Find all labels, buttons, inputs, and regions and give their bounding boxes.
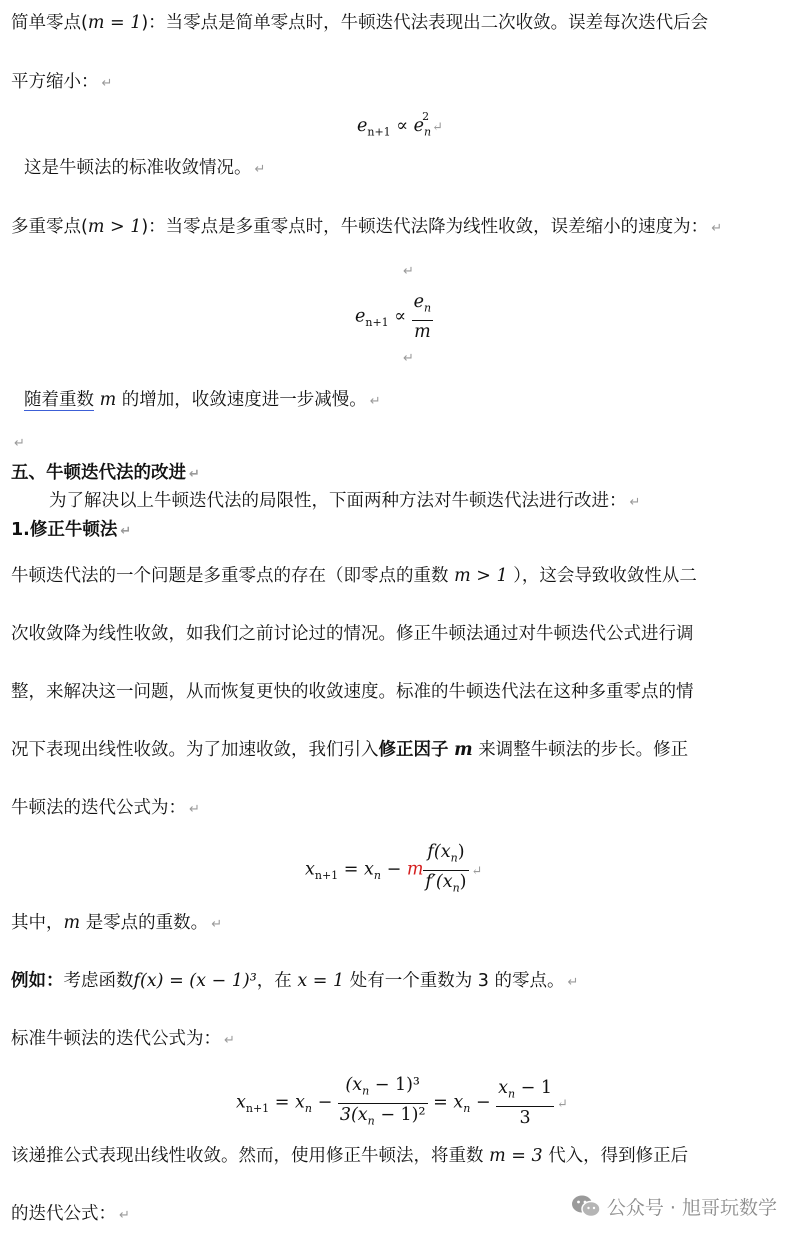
paragraph-modified-line1: 牛顿迭代法的一个问题是多重零点的存在（即零点的重数 m > 1 ），这会导致收敛性从二 [11, 566, 697, 586]
paragraph-modified-formula-intro: 的迭代公式： ↵ [11, 1204, 130, 1224]
paragraph-simple-zero-line2: 平方缩小： ↵ [11, 72, 113, 92]
paragraph-modified-line3: 整，来解决这一问题，从而恢复更快的收敛速度。标准的牛顿迭代法在这种多重零点的情 [11, 682, 694, 702]
equation-linear-convergence: $e_{n+1}$ ∝ $\frac{e_n}{m}$ [355, 292, 432, 342]
watermark-text: 公众号 · 旭哥玩数学 [606, 1197, 777, 1219]
paragraph-multiple-zero: 多重零点(m > 1)：当零点是多重零点时，牛顿迭代法降为线性收敛，误差缩小的速度为： ↵ [11, 217, 723, 237]
paragraph-multiplicity-increase: 随着重数 m 的增加，收敛速度进一步减慢。 ↵ [24, 390, 381, 410]
paragraph-modified-line4: 况下表现出线性收敛。为了加速收敛，我们引入修正因子 m 来调整牛顿法的步长。修正 [11, 740, 689, 760]
fraction: $\frac{f(x_n)}{f'(x_n)}$ [425, 842, 467, 894]
return-mark-icon: ↵ [101, 76, 113, 91]
empty-line: ↵ [403, 351, 414, 366]
correction-factor-m: m [406, 859, 424, 880]
wechat-icon [571, 1194, 601, 1223]
watermark [571, 1193, 777, 1223]
paragraph-where-m: 其中，m 是零点的重数。 ↵ [11, 913, 223, 933]
subsection-heading-modified-newton: 1.修正牛顿法 ↵ [11, 520, 132, 540]
paragraph-example: 例如：考虑函数f(x) = (x − 1)³，在 x = 1 处有一个重数为 3 的零点。 ↵ [11, 971, 579, 991]
paragraph-standard-formula: 标准牛顿法的迭代公式为： ↵ [11, 1029, 235, 1049]
equation-quadratic-convergence: $e_{n+1}$ ∝ $e_n^2↵$ [357, 110, 444, 139]
empty-line: ↵ [403, 264, 414, 279]
equation-modified-newton: $x_{n+1} = x_n - m$ $\frac{f(x_n)}{f'(x_n)}$ ↵ [305, 841, 482, 899]
fraction: $\frac{(x_n - 1)^3}{3(x_n - 1)^2}$ [339, 1075, 426, 1127]
paragraph-modified-line5: 牛顿法的迭代公式为： ↵ [11, 798, 200, 818]
fraction: $\frac{x_n - 1}{3}$ [498, 1078, 553, 1128]
equation-standard-newton-example: $x_{n+1} = x_n$ − $\frac{(x_n - 1)^3}{3(x_n - 1)^2}$ = $x_n$ − $\frac{x_n - 1}{3}$ ↵ [236, 1074, 568, 1132]
paragraph-improvement-intro: 为了解决以上牛顿迭代法的局限性，下面两种方法对牛顿迭代法进行改进： ↵ [49, 491, 641, 511]
paragraph-linear-then-modified: 该递推公式表现出线性收敛。然而，使用修正牛顿法，将重数 m = 3 代入，得到修正后 [11, 1146, 689, 1166]
section-heading-improvements: 五、牛顿迭代法的改进 ↵ [11, 463, 200, 483]
paragraph-simple-zero-line1: 简单零点(m = 1)：当零点是简单零点时，牛顿迭代法表现出二次收敛。误差每次迭代后会 [11, 13, 709, 33]
paragraph-modified-line2: 次收敛降为线性收敛，如我们之前讨论过的情况。修正牛顿法通过对牛顿迭代公式进行调 [11, 624, 694, 644]
empty-line: ↵ [14, 436, 25, 451]
fraction: $\frac{e_n}{m}$ [413, 292, 432, 342]
paragraph-standard-case: 这是牛顿法的标准收敛情况。 ↵ [24, 158, 266, 178]
